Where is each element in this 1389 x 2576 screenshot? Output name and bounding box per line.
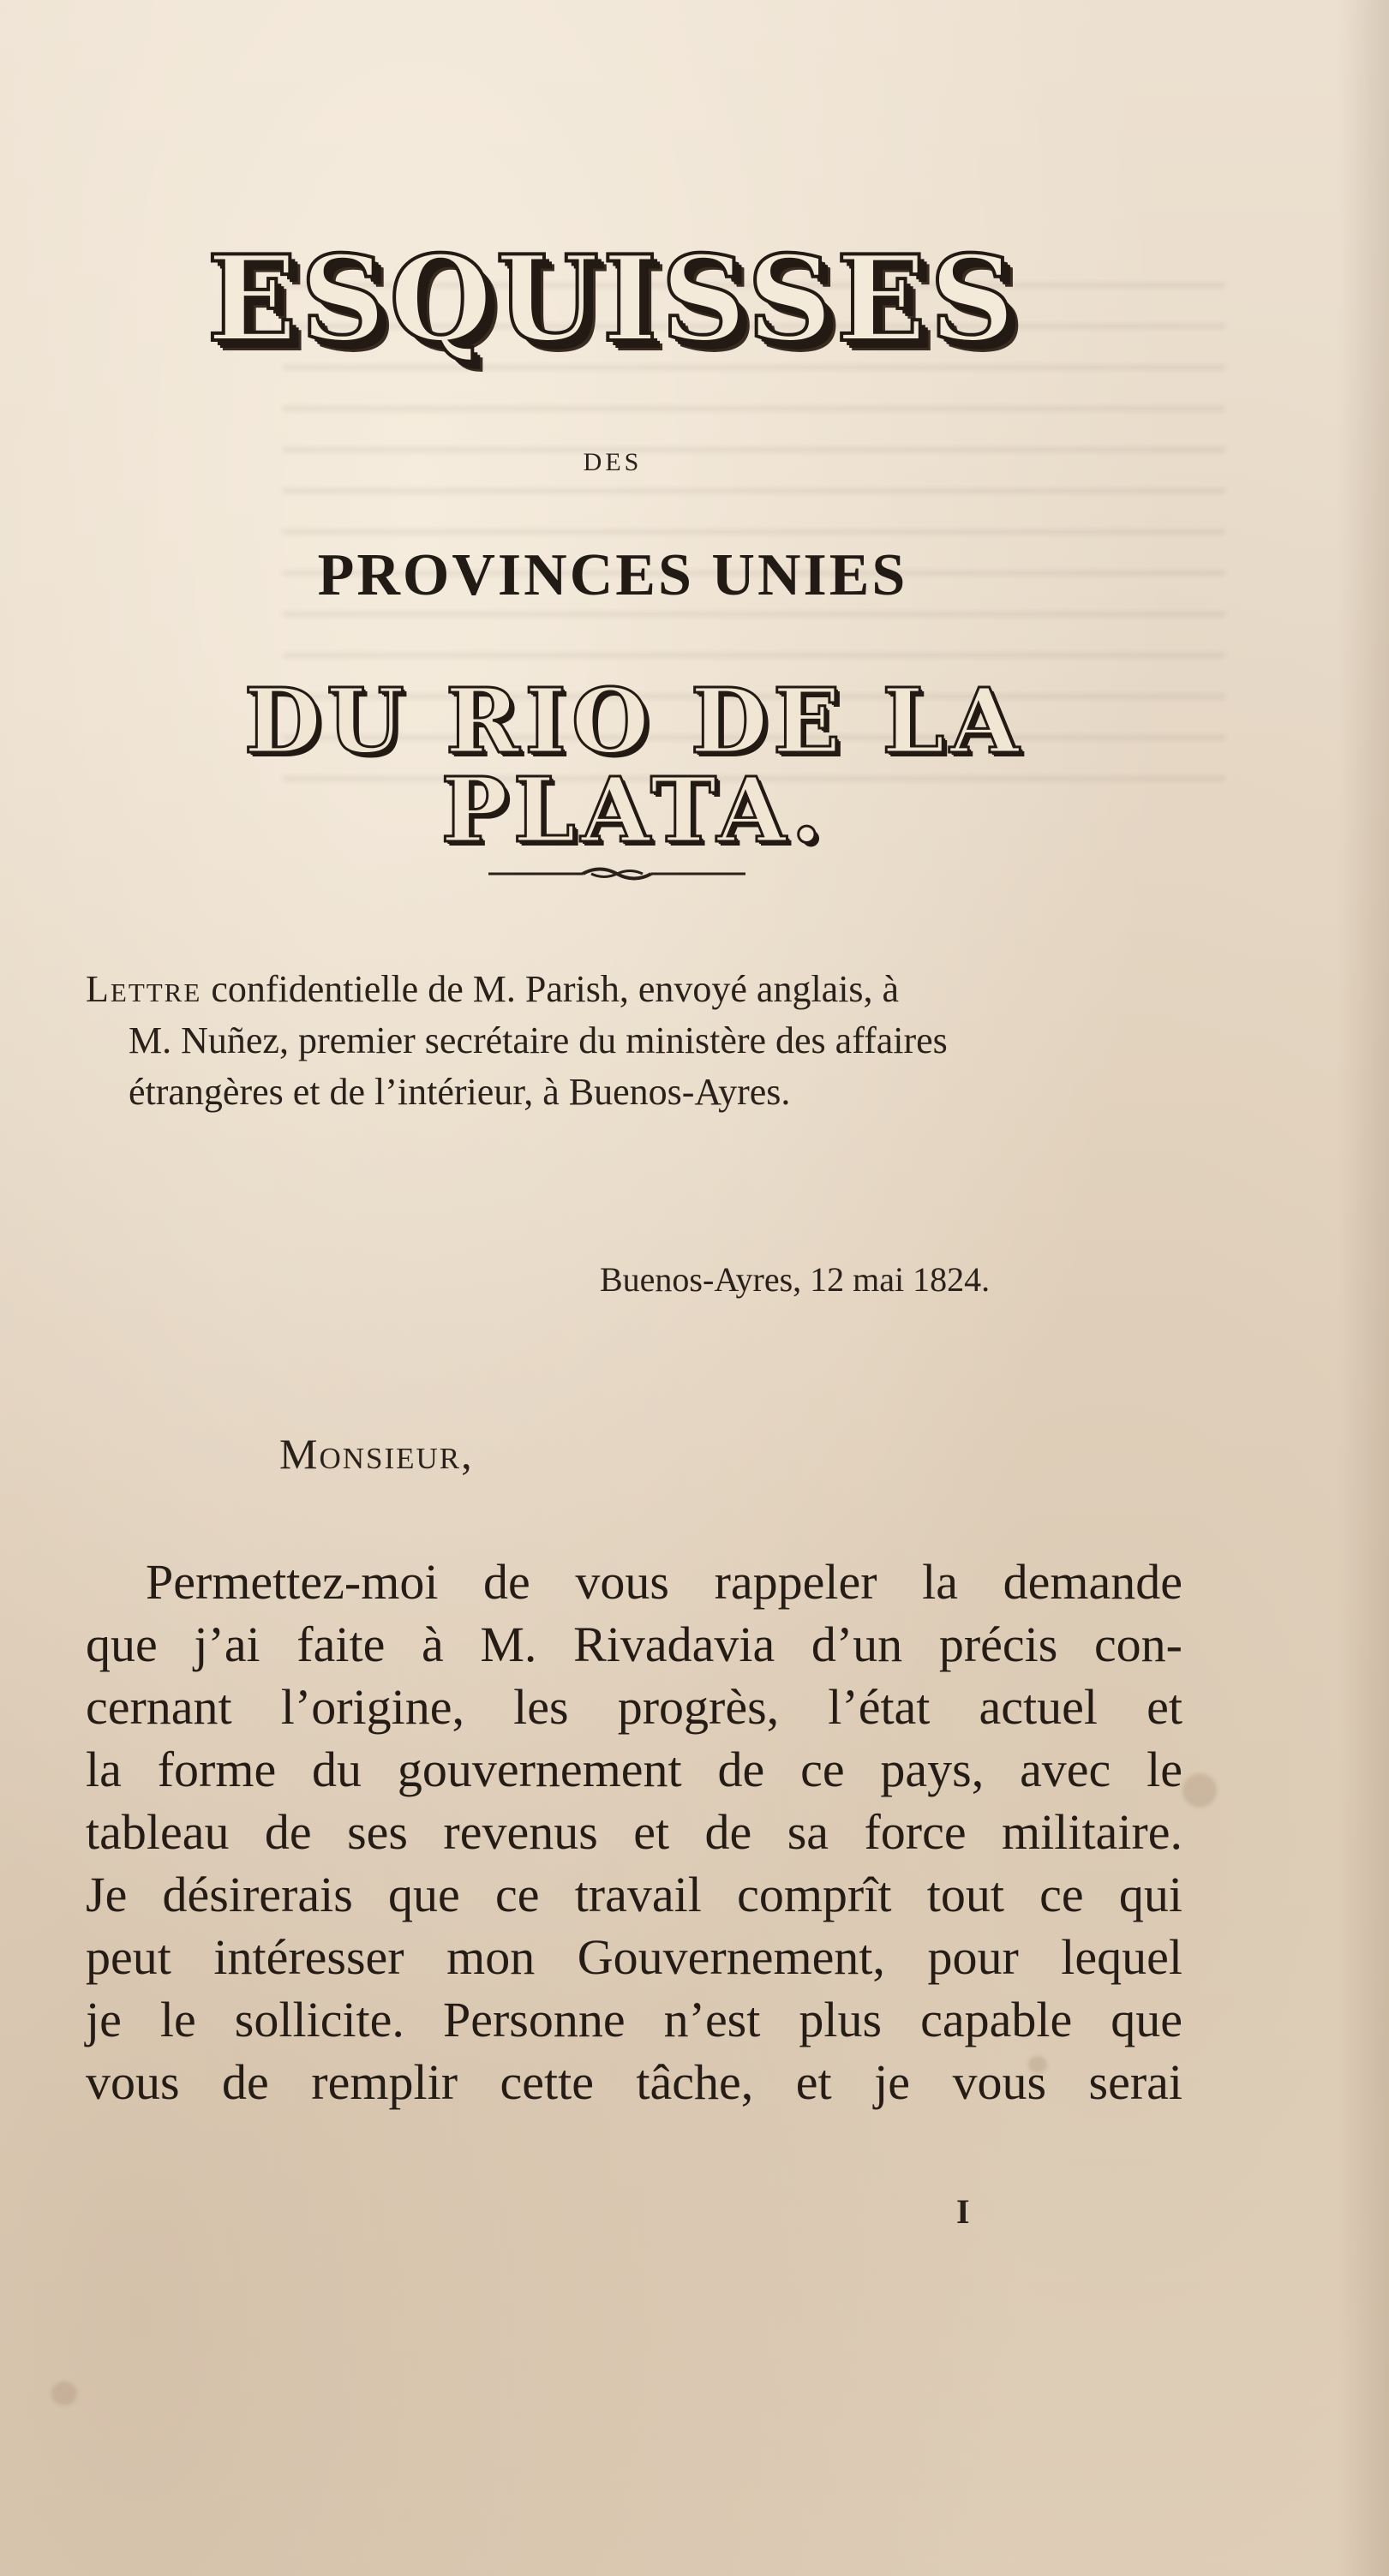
letter-body [86, 1551, 1182, 2113]
body-line: peut intéresser mon Gouvernement, pour lequel [86, 1929, 1182, 1985]
body-line: la forme du gouvernement de ce pays, avec le [86, 1742, 1182, 1797]
dateline: Buenos-Ayres, 12 mai 1824. [600, 1260, 991, 1299]
letter-heading-line [86, 964, 1165, 1015]
title-rio-de-la-plata: DU RIO DE LA PLATA. [243, 668, 1025, 863]
body-line: que j’ai faite à M. Rivadavia d’un précis con- [86, 1617, 1182, 1672]
body-line: tableau de ses revenus et de sa force militaire. [86, 1804, 1182, 1860]
letter-heading-line1: confidentielle de M. Parish, envoyé anglais, à [201, 968, 900, 1010]
body-line: je le sollicite. Personne n’est plus capable que [86, 1992, 1182, 2047]
salutation: Monsieur, [279, 1430, 474, 1478]
letter-heading-line2: M. Nuñez, premier secrétaire du ministère des affaires [129, 1019, 948, 1061]
signature-mark: I [956, 2192, 970, 2231]
ornament-rule [488, 861, 745, 887]
page-edge-shadow [1338, 0, 1389, 2576]
body-line: Permettez-moi de vous rappeler la demande [146, 1554, 1182, 1610]
letter-heading-line3: étrangères et de l’intérieur, à Buenos-Ayres. [129, 1071, 791, 1113]
foxing-spot [51, 2382, 77, 2406]
title-esquisses: ESQUISSES [207, 229, 1019, 368]
title-des: DES [583, 448, 643, 476]
letter-heading-lead: Lettre [86, 968, 202, 1010]
body-line: vous de remplir cette tâche, et je vous serai [86, 2054, 1182, 2110]
body-line: cernant l’origine, les progrès, l’état actuel et [86, 1679, 1182, 1735]
foxing-spot [1182, 1773, 1217, 1808]
title-provinces-unies: PROVINCES UNIES [317, 542, 908, 608]
body-line: Je désirerais que ce travail comprît tout ce qui [86, 1867, 1182, 1922]
letter-heading [86, 964, 1165, 1118]
